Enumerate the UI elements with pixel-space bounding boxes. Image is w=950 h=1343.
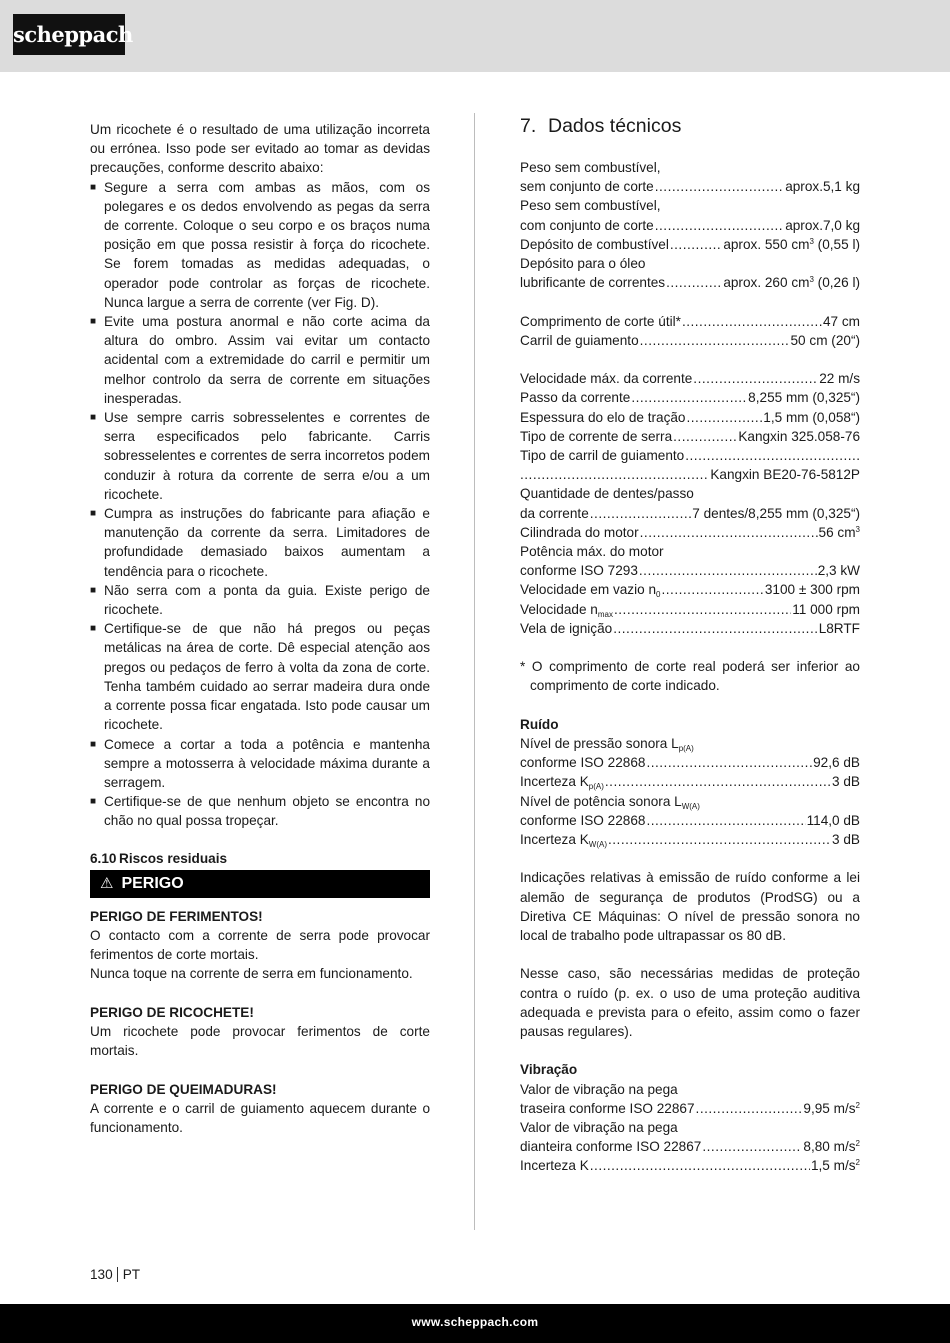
spec-value: 8,80 $m/s^2$ xyxy=(803,1139,860,1155)
separator xyxy=(117,1267,118,1282)
spec-value: 11 000 rpm xyxy=(792,601,860,617)
spec-value: aprox.5,1 kg xyxy=(785,179,860,195)
spec-label: Nível de pressão sonora $L_{p(A)}$ xyxy=(520,736,694,754)
page-num: 130 xyxy=(90,1267,113,1282)
list-item: ■ Certifique-se de que nenhum objeto se encontra no chão no qual possa tropeçar. xyxy=(90,792,430,830)
spec-value: 1,5 mm (0,058“) xyxy=(763,409,860,425)
list-item: ■ Evite uma postura anormal e não corte acima da altura do ombro. Assim vai evitar um contacto acidental com a extremidade do carril e permitir um melhor controlo da serra de corrente em situações inesperadas. xyxy=(90,312,430,408)
spec-row xyxy=(520,561,860,580)
spec-value: 9,95 $m/s^2$ xyxy=(803,1100,860,1116)
list-item: ■ Segure a serra com ambas as mãos, com os polegares e os dedos envolvendo as pegas da serra de corrente. Coloque o seu corpo e os braços numa posição em que possa resistir à força do ricochete. Se forem tomadas as medidas adequadas, o operador pode controlar as forças de ricochete. Nunca largue a serra de corrente (ver Fig. D). xyxy=(90,178,430,312)
spec-value: aprox. 260 $cm^3$ (0,26 l) xyxy=(723,275,860,291)
heading-text: Dados técnicos xyxy=(548,115,682,137)
spec-key: Velocidade máx. da corrente xyxy=(520,371,693,387)
danger-banner xyxy=(90,870,430,898)
spec-row xyxy=(520,408,860,427)
danger-title-kickback: PERIGO DE RICOCHETE! xyxy=(90,1004,254,1020)
spec-key: Tipo de corrente de serra xyxy=(520,428,673,444)
spec-row xyxy=(520,580,860,599)
spec-key: lubrificante de correntes xyxy=(520,275,666,291)
list-item: ■ Certifique-se de que não há pregos ou peças metálicas na área de corte. Dê especial atenção aos pregos ou pedaços de ferro à volta da zona de corte. Tenha também cuidado ao serrar madeira dura onde a corrente possa ficar engatada. Isto pode causar um ricochete. xyxy=(90,619,430,734)
spec-value: 114,0 dB xyxy=(806,812,860,828)
spec-row xyxy=(520,331,860,350)
spec-key: Espessura do elo de tração xyxy=(520,409,686,425)
spec-label: Depósito para o óleo xyxy=(520,256,646,272)
spec-row xyxy=(520,753,860,772)
page-title xyxy=(520,114,860,138)
kickback-intro: Um ricochete é o resultado de uma utilização incorreta ou errónea. Isso pode ser evitado ao tomar as devidas precauções, conforme descrito abaixo: xyxy=(90,122,430,176)
spec-row xyxy=(520,273,860,292)
left-column xyxy=(90,120,430,1137)
spec-value: 7 dentes/8,255 mm (0,325“) xyxy=(692,505,860,521)
heading-number: 7. xyxy=(520,115,537,137)
spec-key: da corrente xyxy=(520,505,589,521)
language-code: PT xyxy=(122,1267,141,1282)
list-item: ■ Não serra com a ponta da guia. Existe perigo de ricochete. xyxy=(90,581,430,619)
spec-row xyxy=(520,1137,860,1156)
noise-paragraph: Indicações relativas à emissão de ruído conforme a lei alemão de segurança de produtos (ProdSG) ou a Diretiva CE Máquinas: O nível de pressão sonora no local de trabalho pode ultrapassar os 80 dB. xyxy=(520,870,860,944)
spec-row xyxy=(520,177,860,196)
spec-value: 3 dB xyxy=(832,832,860,848)
spec-key: Incerteza $K_{W(A)}$ xyxy=(520,832,607,850)
right-column xyxy=(520,115,860,1176)
spec-label: Peso sem combustível, xyxy=(520,160,661,175)
spec-key: Vela de ignição xyxy=(520,620,613,636)
danger-label: PERIGO xyxy=(121,874,184,892)
spec-value: 8,255 mm (0,325“) xyxy=(748,390,860,406)
spec-row xyxy=(520,600,860,619)
spec-value: aprox.7,0 kg xyxy=(785,217,860,233)
spec-key: Incerteza $K_{p(A)}$ xyxy=(520,774,604,792)
danger-title-injury: PERIGO DE FERIMENTOS! xyxy=(90,908,263,924)
spec-value: L8RTF xyxy=(818,620,860,636)
danger-text: Nunca toque na corrente de serra em funcionamento. xyxy=(90,966,413,982)
spec-key: conforme ISO 22868 xyxy=(520,812,646,828)
danger-title-burns: PERIGO DE QUEIMADURAS! xyxy=(90,1081,277,1097)
spec-key: Velocidade em vazio $n_0$ xyxy=(520,582,661,600)
section-heading xyxy=(90,849,430,868)
spec-key: Velocidade $n_{max}$ xyxy=(520,601,613,619)
noise-paragraph: Nesse caso, são necessárias medidas de proteção contra o ruído (p. ex. o uso de uma proteção auditiva adequada e prevista para o efeito, assim como o fazer pausas regulares). xyxy=(520,966,860,1040)
spec-key: Depósito de combustível xyxy=(520,236,669,252)
spec-value: aprox. 550 $cm^3$ (0,55 l) xyxy=(723,236,860,252)
spec-key: com conjunto de corte xyxy=(520,217,654,233)
spec-value: 1,5 $m/s^2$ xyxy=(810,1158,860,1174)
safety-list xyxy=(90,178,430,831)
section-title: Riscos residuais xyxy=(119,850,228,866)
spec-row xyxy=(520,1156,860,1175)
spec-label: Peso sem combustível, xyxy=(520,198,661,214)
spec-key: Comprimento de corte útil* xyxy=(520,313,681,329)
spec-value: 56 $cm^3$ xyxy=(818,524,860,540)
list-item: ■ Comece a cortar a toda a potência e mantenha sempre a motosserra à velocidade máxima durante a serragem. xyxy=(90,735,430,793)
spec-row xyxy=(520,312,860,331)
brand-logo: scheppach xyxy=(13,14,125,55)
spec-row xyxy=(520,388,860,407)
spec-value: 2,3 kW xyxy=(817,563,860,579)
noise-heading: Ruído xyxy=(520,716,559,732)
danger-text: Um ricochete pode provocar ferimentos de corte mortais. xyxy=(90,1023,430,1059)
spec-row xyxy=(520,427,860,446)
spec-row xyxy=(520,1099,860,1118)
spec-value: 3100 ± 300 rpm xyxy=(764,582,860,598)
spec-label: Nível de potência sonora $L_{W(A)}$ xyxy=(520,793,700,811)
warning-triangle-icon: ⚠ xyxy=(100,874,114,892)
spec-value: 50 cm (20“) xyxy=(790,332,860,348)
spec-label: Valor de vibração na pega xyxy=(520,1120,678,1136)
spec-row xyxy=(520,446,860,465)
list-item: ■ Use sempre carris sobresselentes e correntes de serra especificados pelo fabricante. Carris sobresselentes e correntes de serra incorretos podem conduzir à rotura da corrente de serra e/ou a um ricochete. xyxy=(90,408,430,504)
spec-row xyxy=(520,235,860,254)
spec-row xyxy=(520,772,860,791)
danger-text: O contacto com a corrente de serra pode provocar ferimentos de corte mortais. xyxy=(90,927,430,963)
spec-key: dianteira conforme ISO 22867 xyxy=(520,1139,702,1155)
list-item: ■ Cumpra as instruções do fabricante para afiação e manutenção da corrente da serra. Limitadores de profundidade demasiado baixos aumentam a tendência para o ricochete. xyxy=(90,504,430,581)
spec-row xyxy=(520,369,860,388)
spec-key: Cilindrada do motor xyxy=(520,524,639,540)
spec-row xyxy=(520,216,860,235)
spec-key: Tipo de carril de guiamento xyxy=(520,448,685,464)
spec-row xyxy=(520,465,860,484)
spec-value: 3 dB xyxy=(832,774,860,790)
spec-value: 47 cm xyxy=(822,313,860,329)
website-link[interactable]: www.scheppach.com xyxy=(411,1315,539,1329)
spec-value: Kangxin BE20-76-5812P xyxy=(710,467,860,483)
spec-row xyxy=(520,830,860,849)
vibration-heading: Vibração xyxy=(520,1062,578,1078)
spec-row xyxy=(520,504,860,523)
spec-label: Potência máx. do motor xyxy=(520,544,664,560)
spec-key: conforme ISO 7293 xyxy=(520,563,638,579)
spec-value: Kangxin 325.058-76 xyxy=(738,428,860,444)
page-number xyxy=(90,1265,140,1284)
spec-row xyxy=(520,619,860,638)
spec-key: traseira conforme ISO 22867 xyxy=(520,1100,695,1116)
spec-label: Valor de vibração na pega xyxy=(520,1081,678,1097)
spec-value: 92,6 dB xyxy=(813,755,860,771)
spec-value: 22 m/s xyxy=(819,371,860,387)
header-bar xyxy=(0,0,950,72)
spec-label: Quantidade de dentes/passo xyxy=(520,486,694,502)
spec-key: sem conjunto de corte xyxy=(520,179,654,195)
column-divider xyxy=(474,113,475,1230)
spec-key: Carril de guiamento xyxy=(520,332,639,348)
section-number: 6.10 xyxy=(90,850,117,866)
footnote: * O comprimento de corte real poderá ser inferior ao comprimento de corte indicado. xyxy=(520,659,860,694)
spec-key: Passo da corrente xyxy=(520,390,631,406)
danger-text: A corrente e o carril de guiamento aquecem durante o funcionamento. xyxy=(90,1100,430,1135)
spec-key: Incerteza K xyxy=(520,1158,589,1174)
spec-key: conforme ISO 22868 xyxy=(520,755,646,771)
spec-row xyxy=(520,811,860,830)
spec-row xyxy=(520,523,860,542)
